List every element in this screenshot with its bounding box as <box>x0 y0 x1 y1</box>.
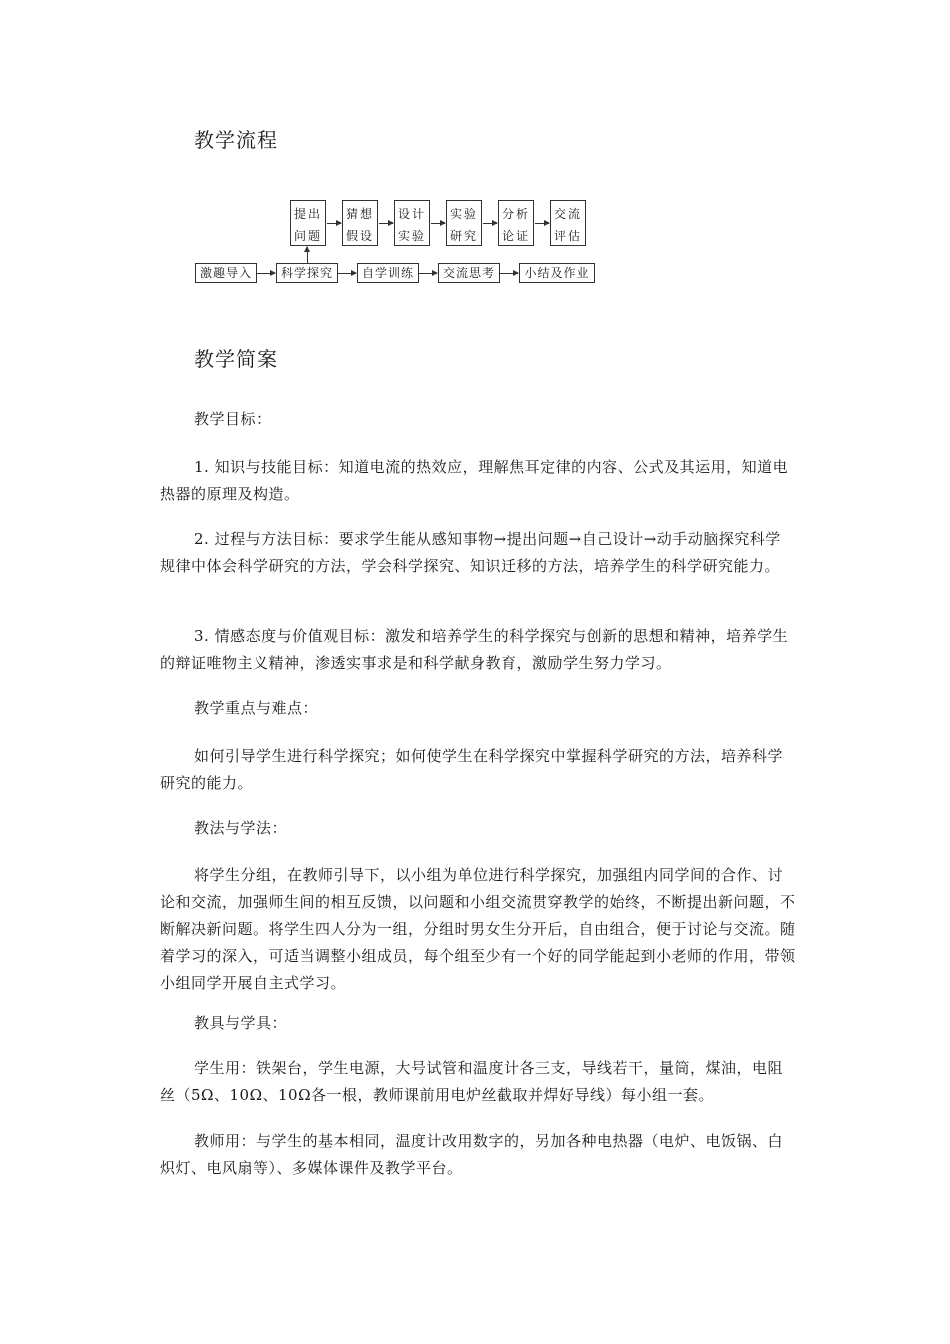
label-key-points: 教学重点与难点： <box>194 699 319 717</box>
flow-step-evaluation <box>550 200 586 246</box>
flow-arrow-up <box>307 247 308 263</box>
label-tools: 教具与学具： <box>194 1014 288 1032</box>
flow-arrow <box>535 223 549 224</box>
flow-step-text: 论证 <box>501 229 530 243</box>
flow-step-text: 研究 <box>449 229 478 243</box>
flow-step-self-study: 自学训练 <box>357 263 419 283</box>
flow-step-design <box>394 200 430 246</box>
flow-arrow <box>257 273 275 274</box>
flowchart <box>190 196 610 292</box>
heading-teaching-plan: 教学简案 <box>194 347 278 371</box>
label-methods: 教法与学法： <box>194 819 288 837</box>
paragraph-goal-2: 2. 过程与方法目标：要求学生能从感知事物→提出问题→自己设计→动手动脑探究科学规律中体会科学研究的方法，学会科学探究、知识迁移的方法，培养学生的科学研究能力。 <box>160 530 781 575</box>
flow-step-text: 问题 <box>293 229 322 243</box>
flow-step-text: 设计 <box>397 207 426 221</box>
heading-teaching-flow: 教学流程 <box>194 128 278 152</box>
flow-step-text: 分析 <box>501 207 530 221</box>
flow-step-hypothesis <box>342 200 378 246</box>
flow-arrow <box>419 273 437 274</box>
paragraph-key-points: 如何引导学生进行科学探究；如何使学生在科学探究中掌握科学研究的方法，培养科学研究的能力。 <box>160 747 784 792</box>
flow-step-experiment <box>446 200 482 246</box>
paragraph-student-tools: 学生用：铁架台，学生电源，大号试管和温度计各三支，导线若干，量筒，煤油，电阻丝（5Ω、10Ω、10Ω各一根，教师课前用电炉丝截取并焊好导线）每小组一套。 <box>160 1059 784 1104</box>
flow-step-text: 假设 <box>345 229 374 243</box>
flow-step-summary: 小结及作业 <box>519 263 595 283</box>
flow-step-text: 猜想 <box>345 207 374 221</box>
flow-arrow <box>483 223 497 224</box>
flow-step-text: 实验 <box>397 229 426 243</box>
label-teaching-goals: 教学目标： <box>194 410 272 428</box>
paragraph-goal-3: 3. 情感态度与价值观目标：激发和培养学生的科学探究与创新的思想和精神，培养学生的辩证唯物主义精神，渗透实事求是和科学献身教育，激励学生努力学习。 <box>160 627 789 672</box>
flow-arrow <box>500 273 518 274</box>
flow-arrow <box>379 223 393 224</box>
flow-step-raise-question <box>290 200 326 246</box>
paragraph-goal-1: 1. 知识与技能目标：知道电流的热效应，理解焦耳定律的内容、公式及其运用，知道电热器的原理及构造。 <box>160 458 789 503</box>
flow-step-text: 评估 <box>553 229 582 243</box>
flow-arrow <box>431 223 445 224</box>
flow-step-analysis <box>498 200 534 246</box>
flow-arrow <box>338 273 356 274</box>
flow-step-intro: 激趣导入 <box>195 263 257 283</box>
flow-step-text: 实验 <box>449 207 478 221</box>
flow-step-text: 提出 <box>293 207 322 221</box>
flow-step-discussion: 交流思考 <box>438 263 500 283</box>
paragraph-methods: 将学生分组，在教师引导下，以小组为单位进行科学探究，加强组内同学间的合作、讨论和交流，加强师生间的相互反馈，以问题和小组交流贯穿教学的始终，不断提出新问题，不断解决新问题。将学生四人分为一组，分组时男女生分开后，自由组合，便于讨论与交流。随着学习的深入，可适当调整小组成员，每个组至少有一个好的同学能起到小老师的作用，带领小组同学开展自主式学习。 <box>160 866 796 992</box>
paragraph-teacher-tools: 教师用：与学生的基本相同，温度计改用数字的，另加各种电热器（电炉、电饭锅、白炽灯、电风扇等）、多媒体课件及教学平台。 <box>160 1132 784 1177</box>
flow-step-inquiry: 科学探究 <box>276 263 338 283</box>
flow-step-text: 交流 <box>553 207 582 221</box>
flow-arrow <box>327 223 341 224</box>
